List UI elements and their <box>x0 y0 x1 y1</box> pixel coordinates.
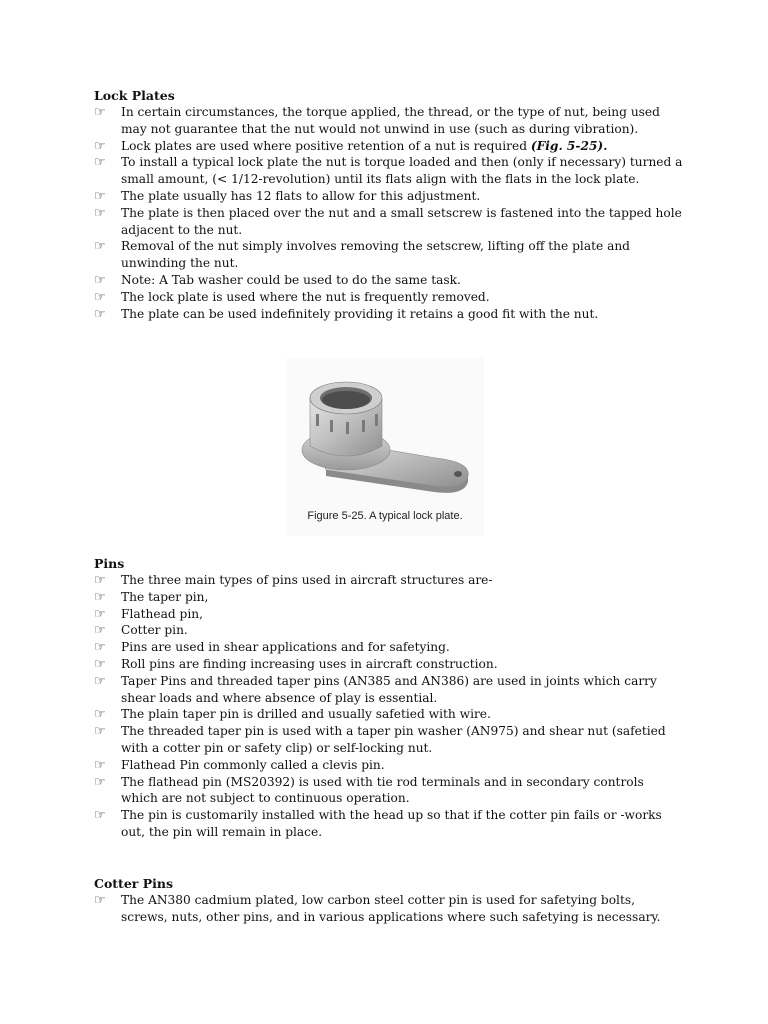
list-item: ☞ The plate is then placed over the nut and a small setscrew is fastened into the tapped hole adjacent to the nut. <box>94 205 682 237</box>
pointing-hand-icon: ☞ <box>94 656 106 672</box>
pointing-hand-icon: ☞ <box>94 640 106 656</box>
list-item: ☞ The threaded taper pin is used with a taper pin washer (AN975) and shear nut (safetied with a cotter pin or safety clip) or self-locking nut. <box>94 724 666 755</box>
pointing-hand-icon: ☞ <box>94 606 106 622</box>
list-item: ☞ Lock plates are used where positive retention of a nut is required (Fig. 5-25). <box>94 138 608 154</box>
pointing-hand-icon: ☞ <box>94 893 106 908</box>
pointing-hand-icon: ☞ <box>94 105 106 120</box>
list-item: ☞ The pin is customarily installed with the head up so that if the cotter pin fails or -works out, the pin will remain in place. <box>94 808 662 839</box>
pointing-hand-icon: ☞ <box>94 623 106 639</box>
pointing-hand-icon: ☞ <box>94 155 106 171</box>
list-item: ☞ Flathead Pin commonly called a clevis pin. <box>94 757 385 773</box>
lock-plates-heading: Lock Plates <box>94 88 175 103</box>
list-item: ☞ The taper pin, <box>94 589 209 605</box>
list-item: ☞ The plate can be used indefinitely providing it retains a good fit with the nut. <box>94 306 599 322</box>
pointing-hand-icon: ☞ <box>94 272 106 288</box>
lock-plate-figure <box>286 358 484 536</box>
list-item: ☞ To install a typical lock plate the nut is torque loaded and then (only if necessary) turned a small amount, (< 1/12-revolution) until its flats align with the flats in the lock plate. <box>94 155 683 187</box>
pointing-hand-icon: ☞ <box>94 289 106 305</box>
cotter-pins-list <box>94 892 684 926</box>
pointing-hand-icon: ☞ <box>94 589 106 605</box>
list-item: ☞ Flathead pin, <box>94 606 203 622</box>
pointing-hand-icon: ☞ <box>94 188 106 204</box>
list-item: ☞ Note: A Tab washer could be used to do the same task. <box>94 272 461 288</box>
list-item: ☞ Taper Pins and threaded taper pins (AN385 and AN386) are used in joints which carry shear loads and where absence of play is essential. <box>94 673 657 705</box>
pins-list <box>94 572 684 841</box>
list-item: ☞ The flathead pin (MS20392) is used with tie rod terminals and in secondary controls which are not subject to continuous operation. <box>94 774 644 806</box>
cotter-pins-heading: Cotter Pins <box>94 876 173 891</box>
pointing-hand-icon: ☞ <box>94 306 106 322</box>
lock-plate-illustration <box>286 358 484 508</box>
pointing-hand-icon: ☞ <box>94 808 106 824</box>
list-item: ☞ Cotter pin. <box>94 623 188 639</box>
list-item: ☞ Roll pins are finding increasing uses in aircraft construction. <box>94 656 498 672</box>
list-item: ☞ Removal of the nut simply involves removing the setscrew, lifting off the plate and unwinding the nut. <box>94 239 630 271</box>
pointing-hand-icon: ☞ <box>94 707 106 723</box>
pointing-hand-icon: ☞ <box>94 673 106 689</box>
list-item: ☞ The plain taper pin is drilled and usually safetied with wire. <box>94 707 491 723</box>
list-item: ☞ The plate usually has 12 flats to allow for this adjustment. <box>94 188 481 204</box>
pointing-hand-icon: ☞ <box>94 138 106 154</box>
pointing-hand-icon: ☞ <box>94 205 106 221</box>
lock-plates-list <box>94 104 684 322</box>
figure-reference: (Fig. 5-25). <box>530 138 608 153</box>
pointing-hand-icon: ☞ <box>94 239 106 255</box>
list-item: ☞ The lock plate is used where the nut is frequently removed. <box>94 289 490 305</box>
list-item: ☞ In certain circumstances, the torque applied, the thread, or the type of nut, being used may not guarantee that the nut would not unwind in use (such as during vibration). <box>94 105 660 136</box>
pointing-hand-icon: ☞ <box>94 757 106 773</box>
list-item: ☞ Pins are used in shear applications and for safetying. <box>94 640 450 656</box>
list-item: ☞ The three main types of pins used in aircraft structures are- <box>94 573 493 588</box>
pointing-hand-icon: ☞ <box>94 573 106 588</box>
figure-caption: Figure 5-25. A typical lock plate. <box>307 510 463 522</box>
pointing-hand-icon: ☞ <box>94 724 106 740</box>
pointing-hand-icon: ☞ <box>94 774 106 790</box>
pins-heading: Pins <box>94 556 125 571</box>
list-item: ☞ The AN380 cadmium plated, low carbon steel cotter pin is used for safetying bolts, screws, nuts, other pins, and in various applications where such safetying is necessary. <box>94 893 661 924</box>
